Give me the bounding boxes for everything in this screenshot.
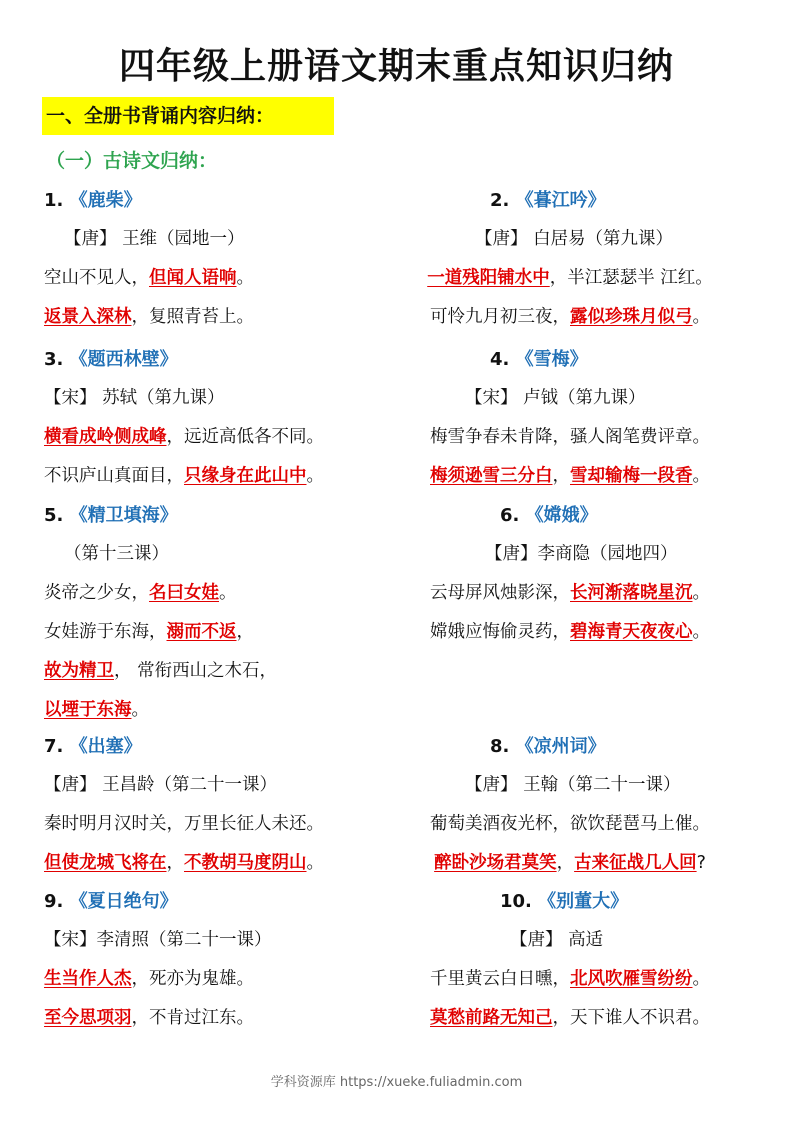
poem-line [390,960,750,999]
page-title: 四年级上册语文期末重点知识归纳 [118,46,674,87]
line-text: 。 [692,583,710,603]
poem-author: 【唐】 王维（园地一） [64,229,245,249]
poem-heading [390,496,750,535]
poem-heading [390,727,750,766]
subsection-heading: （一）古诗文归纳： [46,150,218,172]
key-phrase: 名曰女娃 [149,583,219,603]
key-phrase: 古来征战几人回 [574,853,697,873]
key-phrase: 但使龙城飞将在 [44,853,167,873]
poem-author: 【唐】 高适 [510,930,604,950]
poem-author: 【宋】 苏轼（第九课） [44,388,225,408]
key-phrase: 返景入深林 [44,307,132,327]
poem-author: （第十三课） [64,544,169,564]
line-text: 可怜九月初三夜， [430,307,570,327]
poem-number: 7. [44,736,70,757]
key-phrase: 北风吹雁雪纷纷 [570,969,693,989]
line-text: 梅雪争春未肯降，骚人阁笔费评章。 [430,427,710,447]
key-phrase: 至今思项羽 [44,1008,132,1028]
poem-author: 【唐】李商隐（园地四） [485,544,678,564]
poem-title: 《鹿柴》 [69,190,142,211]
poem-author: 【宋】李清照（第二十一课） [44,930,272,950]
line-text: 。 [692,466,710,486]
poem-title: 《雪梅》 [515,349,588,370]
poem-line [390,418,750,457]
poem-line [390,613,750,652]
poem-number: 8. [490,736,516,757]
line-text: 女娃游于东海， [44,622,167,642]
line-text: 空山不见人， [44,268,149,288]
poem-author: 【唐】 白居易（第九课） [475,229,674,249]
poem-heading [390,340,750,379]
line-text: ，不肯过江东。 [131,1008,254,1028]
line-text: 。 [692,307,710,327]
poem-line [44,691,404,730]
line-text: ，远近高低各不同。 [166,427,324,447]
line-text: ， 常衔西山之木石， [114,661,278,681]
poem-number: 6. [500,505,526,526]
key-phrase: 不教胡马度阴山 [184,853,307,873]
poem-line [44,457,404,496]
poem-title: 《夏日绝句》 [69,891,178,912]
poem-heading [44,727,404,766]
line-text: 葡萄美酒夜光杯，欲饮琵琶马上催。 [430,814,710,834]
poem-line [390,805,750,844]
line-text: ，天下谁人不识君。 [552,1008,710,1028]
line-text: 千里黄云白日曛， [430,969,570,989]
line-text: ， [556,853,575,873]
poem-heading [390,181,750,220]
key-phrase: 一道残阳铺水中 [427,268,550,288]
poem-block [44,340,404,496]
poem-line [44,652,404,691]
poem-number: 9. [44,891,70,912]
line-text: 嫦娥应悔偷灵药， [430,622,570,642]
key-phrase: 莫愁前路无知己 [430,1008,553,1028]
poem-heading [44,496,404,535]
poem-title: 《嫦娥》 [525,505,598,526]
line-text: ， [236,622,254,642]
key-phrase: 梅须逊雪三分白 [430,466,553,486]
poem-number: 3. [44,349,70,370]
key-phrase: 醉卧沙场君莫笑 [434,853,557,873]
poem-line [44,613,404,652]
poem-block [44,882,404,1038]
poem-number: 10. [500,891,539,912]
poem-title: 《暮江吟》 [515,190,606,211]
key-phrase: 生当作人杰 [44,969,132,989]
poem-line [44,844,404,883]
line-text: ，复照青苔上。 [131,307,254,327]
poem-block [44,181,404,337]
line-text: 。 [306,466,324,486]
poem-line [44,805,404,844]
section-heading: 一、全册书背诵内容归纳： [42,97,334,135]
key-phrase: 雪却输梅一段香 [570,466,693,486]
poem-heading [44,181,404,220]
key-phrase: 碧海青天夜夜心 [570,622,693,642]
poem-number: 2. [490,190,516,211]
line-text: ，半江瑟瑟半 江红。 [549,268,713,288]
line-text: 炎帝之少女， [44,583,149,603]
line-text: 云母屏风烛影深， [430,583,570,603]
poem-heading [44,340,404,379]
line-text: 。 [692,969,710,989]
poem-number: 1. [44,190,70,211]
poem-line [44,418,404,457]
poem-line [390,457,750,496]
poem-line [44,960,404,999]
poem-author: 【唐】 王翰（第二十一课） [465,775,681,795]
poem-line [44,259,404,298]
poem-author: 【唐】 王昌龄（第二十一课） [44,775,278,795]
poem-number: 4. [490,349,516,370]
poem-line [390,298,750,337]
poem-title: 《凉州词》 [515,736,606,757]
line-text: ， [552,466,570,486]
poem-block [44,496,404,730]
line-text: ? [696,853,706,873]
poem-line [44,999,404,1038]
line-text: 不识庐山真面目， [44,466,184,486]
poem-number: 5. [44,505,70,526]
footer-watermark: 学科资源库 https://xueke.fuliadmin.com [270,1075,523,1090]
poem-title: 《精卫填海》 [69,505,178,526]
line-text: 。 [131,700,149,720]
poem-block [44,727,404,883]
line-text: ，死亦为鬼雄。 [131,969,254,989]
poem-title: 《题西林壁》 [69,349,178,370]
key-phrase: 但闻人语响 [149,268,237,288]
poem-author: 【宋】 卢钺（第九课） [465,388,646,408]
line-text: 。 [692,622,710,642]
line-text: 。 [306,853,324,873]
key-phrase: 溺而不返 [166,622,237,642]
poem-block [390,727,750,883]
poem-title: 《出塞》 [69,736,142,757]
line-text: 。 [219,583,237,603]
poem-heading [44,882,404,921]
key-phrase: 露似珍珠月似弓 [570,307,693,327]
poem-block [390,882,750,1038]
poem-line [390,999,750,1038]
key-phrase: 横看成岭侧成峰 [44,427,167,447]
poem-block [390,340,750,496]
line-text: 。 [236,268,254,288]
key-phrase: 以堙于东海 [44,700,132,720]
poem-heading [390,882,750,921]
poem-title: 《别董大》 [538,891,629,912]
poem-block [390,181,750,337]
key-phrase: 故为精卫 [44,661,114,681]
poem-line [44,574,404,613]
line-text: ， [166,853,184,873]
key-phrase: 长河渐落晓星沉 [570,583,693,603]
poem-block [390,496,750,652]
poem-line [390,844,750,883]
poem-line [390,259,750,298]
poem-line [44,298,404,337]
poem-line [390,574,750,613]
key-phrase: 只缘身在此山中 [184,466,307,486]
line-text: 秦时明月汉时关，万里长征人未还。 [44,814,324,834]
